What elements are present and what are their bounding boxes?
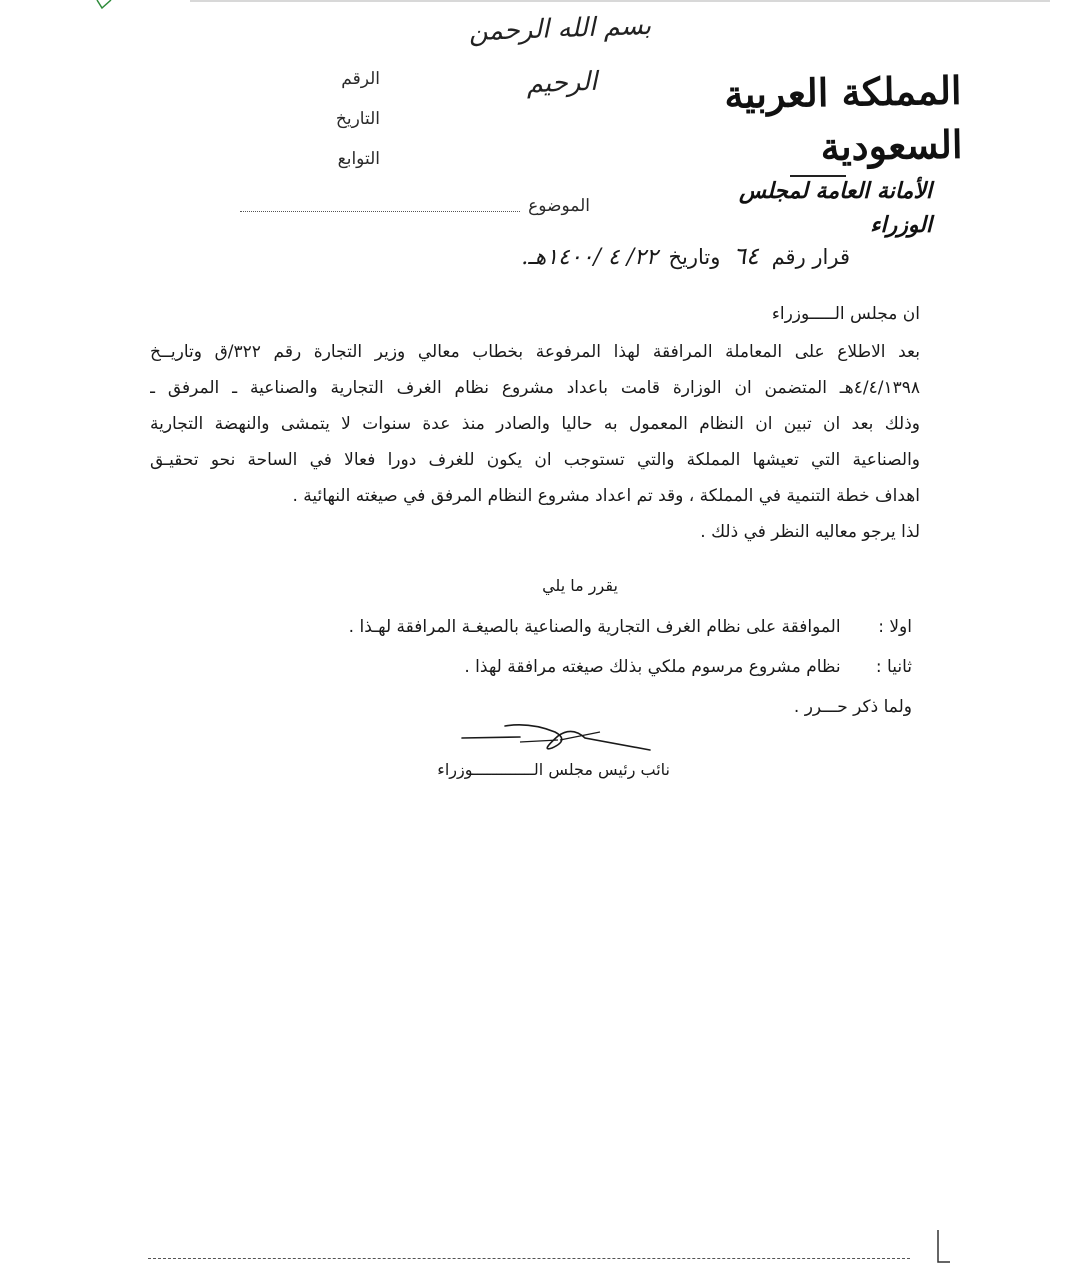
- subject-field: [240, 196, 590, 216]
- body-line: بعد الاطلاع على المعاملة المرافقة لهذا المرفوعة بخطاب معالي وزير التجارة رقم ٣٢٢/ق وتاريــخ: [150, 342, 920, 362]
- page-edge-mark: [926, 1228, 952, 1264]
- resolution-item: [300, 648, 912, 688]
- kingdom-title: المملكة العربية السعودية: [724, 67, 963, 170]
- resolution-title: يقرر ما يلي: [542, 576, 618, 595]
- subject-dotted-line: [240, 211, 520, 212]
- body-line: لذا يرجو معاليه النظر في ذلك .: [700, 522, 920, 542]
- page-bottom-rule: [148, 1258, 910, 1259]
- decision-date-word: وتاريخ: [668, 245, 721, 269]
- item-text: الموافقة على نظام الغرف التجارية والصناعية بالصيغـة المرافقة لهـذا .: [348, 617, 841, 637]
- date-label: التاريخ: [335, 109, 380, 129]
- body-opening: ان مجلس الـــــوزراء: [771, 304, 920, 324]
- body-line: اهداف خطة التنمية في المملكة ، وقد تم اعداد مشروع النظام المرفق في صيغته النهائية .: [292, 486, 920, 506]
- attachments-label: التوابع: [337, 149, 380, 169]
- item-label: اولا :: [878, 617, 912, 637]
- letterhead: [692, 66, 962, 242]
- resolution-closing: ولما ذكر حـــرر .: [793, 697, 912, 717]
- basmala: بسم الله الرحمن الرحيم: [468, 10, 652, 100]
- subject-label: الموضوع: [528, 196, 590, 216]
- signatory-title: نائب رئيس مجلس الـــــــــــــوزراء: [437, 760, 670, 779]
- item-label: ثانيا :: [875, 657, 912, 677]
- decision-date: ٢٢/ ٤ /١٤٠٠هـ.: [521, 245, 658, 270]
- corner-fold-mark: [96, 0, 112, 10]
- number-label: الرقم: [341, 69, 380, 89]
- body-line: ٤/٤/١٣٩٨هـ المتضمن ان الوزارة قامت باعداد مشروع نظام الغرف التجارية والصناعية ـ المرفق ـ: [150, 378, 920, 398]
- body-line: والصناعية التي تعيشها المملكة والتي تستوجب ان يكون للغرف دورا فعالا في الساحة نحو تحقيـق: [150, 450, 920, 470]
- resolution-item: [300, 608, 912, 648]
- decision-number: ٦٤: [733, 242, 759, 270]
- item-text: نظام مشروع مرسوم ملكي بذلك صيغته مرافقة لهذا .: [464, 657, 841, 677]
- decision-header: [420, 238, 850, 276]
- decision-prefix: قرار رقم: [771, 245, 850, 269]
- handwritten-signature: [460, 718, 660, 758]
- letterhead-rule: [790, 175, 846, 177]
- body-line: وذلك بعد ان تبين ان النظام المعمول به حاليا والصادر منذ عدة سنوات لا يتمشى والنهضة التجارية: [150, 414, 920, 434]
- secretariat-title: الأمانة العامة لمجلس الوزراء: [738, 178, 932, 238]
- reference-fields: [300, 66, 380, 186]
- decision-body: [150, 296, 920, 550]
- resolution-items: [300, 608, 912, 728]
